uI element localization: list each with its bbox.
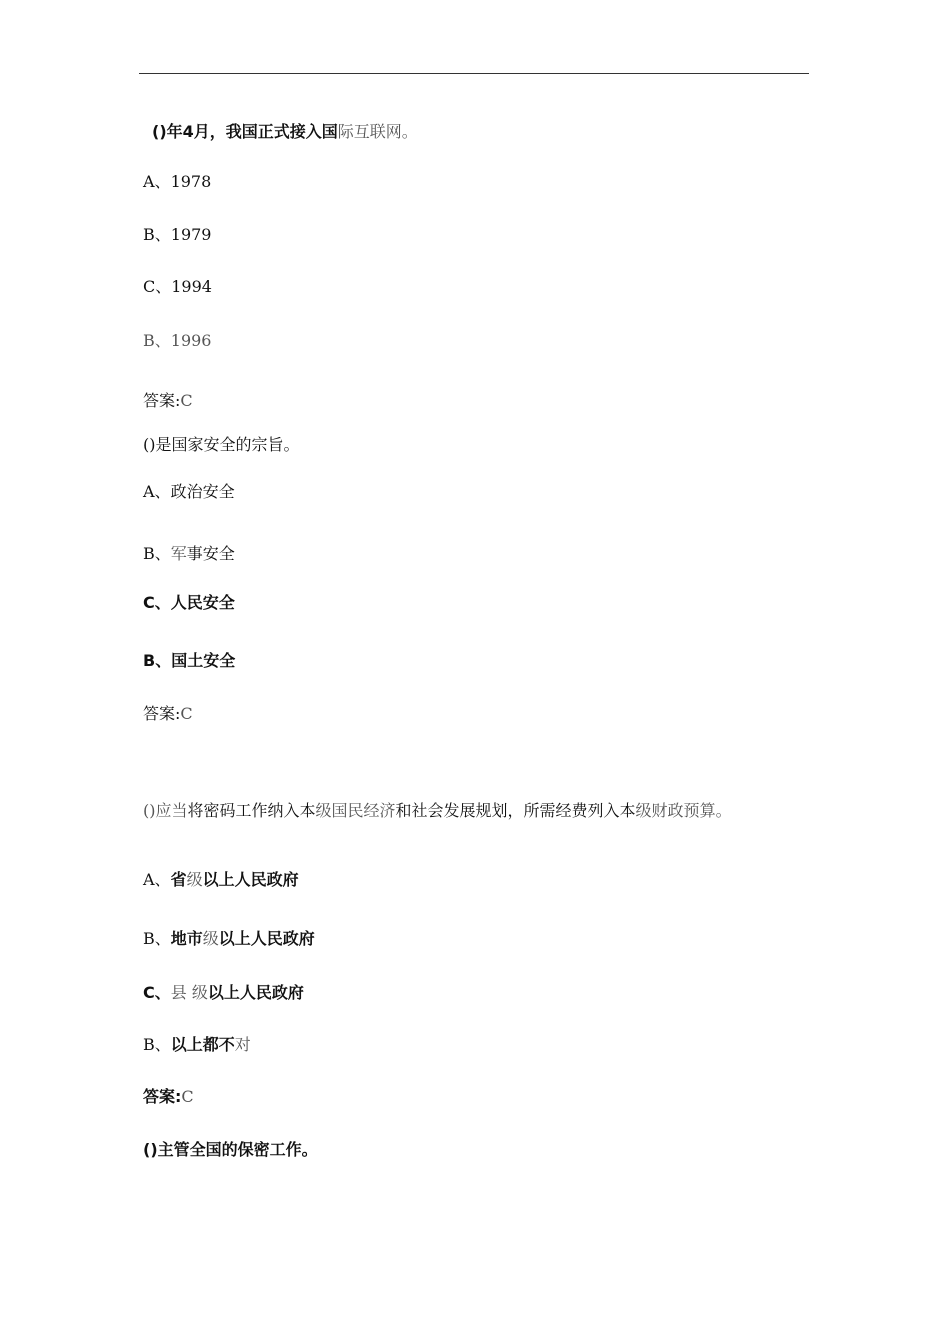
question-4-stem: ()主管全国的保密工作。 [143,1140,318,1159]
question-1-option-d: B、1996 [143,331,212,350]
question-1-option-b: B、1979 [143,225,212,244]
question-3-option-b: B、地市级以上人民政府 [143,929,315,948]
question-2-option-d: B、国土安全 [143,651,236,670]
question-1-stem: ()年4月，我国正式接入国际互联网。 [152,122,418,141]
question-3-stem: ()应当将密码工作纳入本级国民经济和社会发展规划，所需经费列入本级财政预算。 [143,801,732,820]
question-2-stem: ()是国家安全的宗旨。 [143,435,300,454]
question-2-option-b: B、军事安全 [143,544,235,563]
question-3-option-d: B、以上都不对 [143,1035,251,1054]
question-2-option-a: A、政治安全 [143,482,235,501]
question-2-option-c: C、人民安全 [143,593,235,612]
question-3-option-c: C、县 级以上人民政府 [143,983,304,1002]
question-3-answer: 答案:C [143,1087,194,1106]
question-2-answer: 答案:C [143,704,193,723]
question-1-option-c: C、1994 [143,277,212,296]
question-3-option-a: A、省级以上人民政府 [143,870,299,889]
question-1-answer: 答案:C [143,391,193,410]
header-rule [139,73,809,74]
question-1-option-a: A、1978 [143,172,212,191]
